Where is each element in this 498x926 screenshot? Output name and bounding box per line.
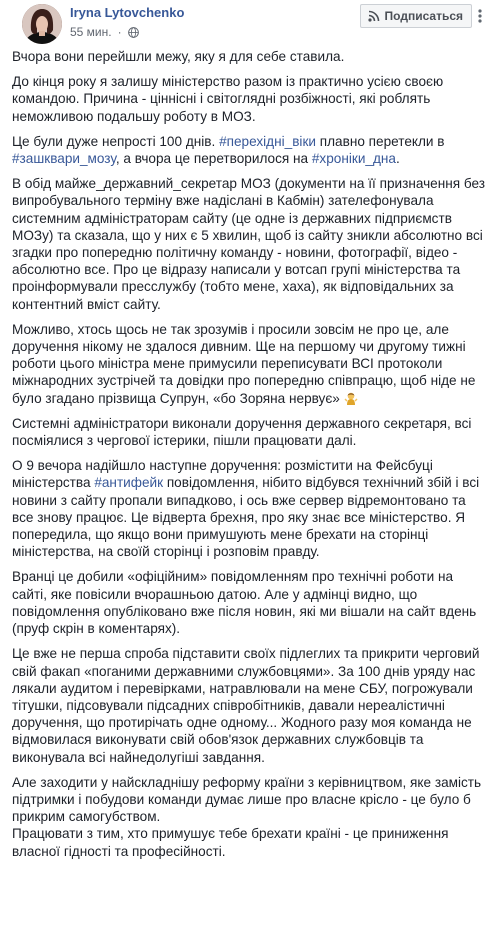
post-timestamp — [70, 25, 139, 39]
paragraph-text: Це вже не перша спроба підставити своїх підлеглих та прикрити черговий свій факап «поганими державними службовцями». За 100 днів уряду нас лякали аудитом і перевірками, натравлювали на мене СБУ, погрожували тітушки, підсовували підсадних співробітників, давали нереалістичні доручення, що протирічать одне одному... Жодного разу моя команда не відмовилася виконувати свій обов'язок державних службовців та виконувала всі найнедолугіші завдання. — [12, 646, 480, 765]
post-paragraph — [12, 568, 486, 637]
paragraph-text: О 9 вечора надійшло наступне доручення: розмістити на Фейсбуці міністерства — [12, 458, 433, 491]
paragraph-text: повідомлення, нібито відбувся технічний збій і всі новини з сайту пропали випадково, і ось вже сервер відремонтовано та все знову працює. Це відверта брехня, про яку знає все міністерство. Я попередила, що якщо вони примушують мене брехати на сторінці міністерства, на своїй сторінці і розповім правду. — [12, 475, 480, 560]
post-header — [12, 0, 486, 46]
author-name[interactable]: Iryna Lytovchenko — [70, 5, 185, 20]
paragraph-text: , а вчора це перетворилося на — [115, 151, 312, 167]
paragraph-text: . — [395, 151, 400, 167]
paragraph-text: В обід майже_державний_секретар МОЗ (документи на її призначення без випробувального терміну вже надіслані в Кабмін) зателефонувала системним адміністраторам сайту (це одне із державних підприємств МОЗу) та сказала, що у них є 5 хвилин, щоб із сайту зникли абсолютно всі згадки про попередню політичну команду - новини, фотографії, відео - абсолютно все. Про це відразу написали у вотсап групі міністерства та проінформували пресслужбу (тобто мене, хаха), як відповідальних за контентний вміст сайту. — [12, 176, 486, 312]
post-paragraph — [12, 645, 486, 765]
post-paragraph — [12, 73, 486, 125]
follow-label: Подписаться — [384, 9, 463, 23]
post-body — [12, 48, 486, 860]
paragraph-text: Вчора вони перейшли межу, яку я для себе ставила. — [12, 49, 345, 64]
paragraph-text: Вранці це добили «офіційним» повідомленням про технічні роботи на сайті, яке повісили вчорашньою датою. Але у адмінці видно, що повідомлення опубліковано вже після новин, які ми вішали на сайт вдень (пруф скрін в коментарях). — [12, 569, 477, 637]
hashtag-link[interactable]: #перехідні_віки — [219, 133, 316, 149]
avatar[interactable] — [22, 4, 62, 44]
post-paragraph — [12, 48, 486, 65]
post-paragraph — [12, 415, 486, 449]
paragraph-text: Працювати з тим, хто примушує тебе брехати країні - це приниження власної гідності та професійності. — [12, 826, 449, 859]
post-paragraph — [12, 774, 486, 860]
more-dots-icon[interactable] — [474, 6, 486, 26]
paragraph-text: Але заходити у найскладнішу реформу країни з керівництвом, яке замість підтримки і побудови команди думає лише про власне крісло - це було б прикрим самогубством. — [12, 774, 482, 825]
separator-dot: · — [117, 25, 122, 39]
paragraph-text: плавно перетекли в — [315, 133, 445, 149]
rss-icon — [368, 10, 380, 22]
hashtag-link[interactable]: #антифейк — [94, 475, 164, 491]
post-paragraph — [12, 457, 486, 560]
paragraph-text: Можливо, хтось щось не так зрозумів і просили зовсім не про це, але доручення нікому не здалося дивним. Ще на першому чи другому тижні роботи цього міністра мене примусили переписувати ВСІ протоколи міжнародних зустрічей та довідки про попередню співпрацю, щоб ніде не було згадано прізвища Супрун, «бо Зоряна нервує» — [12, 321, 476, 406]
follow-button[interactable] — [360, 4, 472, 28]
hashtag-link[interactable]: #хроніки_дна — [311, 151, 396, 167]
post-paragraph — [12, 175, 486, 313]
paragraph-text: До кінця року я залишу міністерство разом із практично усією своєю командою. Причина - ціннісні і світоглядні розбіжності, які роблять неможливою подальшу роботу в МОЗ. — [12, 74, 444, 124]
post-paragraph — [12, 133, 486, 167]
hashtag-link[interactable]: #зашквари_мозу — [12, 151, 116, 167]
woman-shrugging-icon — [344, 391, 358, 405]
globe-icon[interactable] — [128, 27, 139, 38]
avatar-photo — [22, 4, 62, 44]
paragraph-text: Системні адміністратори виконали доручення державного секретаря, всі посміялися з чергової істерики, пішли працювати далі. — [12, 415, 472, 449]
post-time[interactable]: 55 мин. — [70, 25, 112, 39]
paragraph-text: Це були дуже непрості 100 днів. — [12, 133, 220, 149]
post-paragraph — [12, 321, 486, 407]
